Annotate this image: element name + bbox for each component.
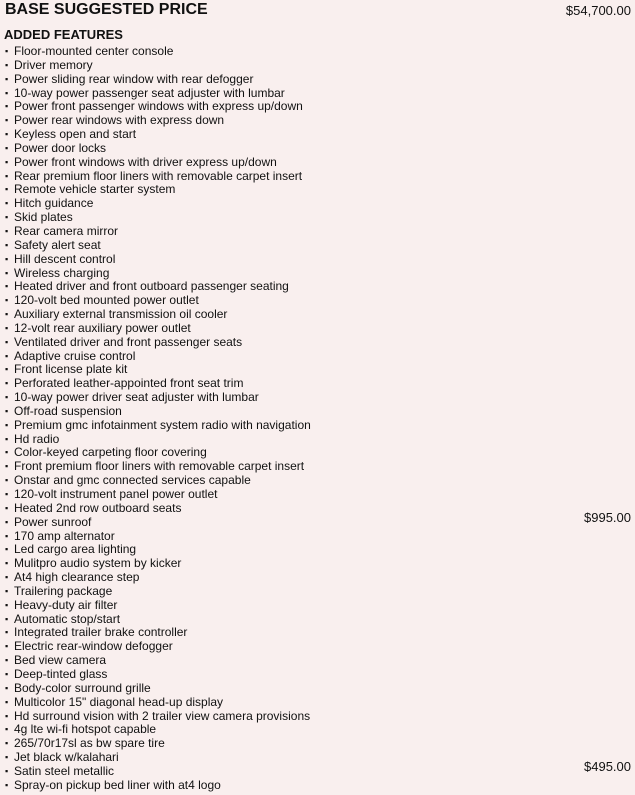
- bullet-icon: ▪: [5, 765, 9, 776]
- feature-item: [5, 363, 631, 377]
- feature-item: [5, 613, 631, 627]
- feature-item: [5, 599, 631, 613]
- bullet-icon: ▪: [5, 641, 9, 652]
- bullet-icon: ▪: [5, 682, 9, 693]
- feature-label: Hill descent control: [14, 251, 116, 266]
- feature-item: [5, 758, 631, 779]
- feature-label: Spray-on pickup bed liner with at4 logo: [14, 777, 221, 792]
- feature-label: Electric rear-window defogger: [14, 639, 173, 654]
- feature-price: $995.00: [584, 509, 631, 525]
- feature-label: Jet black w/kalahari: [14, 750, 119, 765]
- feature-item: [5, 530, 631, 544]
- feature-label: Remote vehicle starter system: [14, 182, 176, 197]
- feature-item: [5, 87, 631, 101]
- feature-label: Satin steel metallic: [14, 763, 115, 778]
- bullet-icon: ▪: [5, 142, 9, 153]
- feature-label: Bed view camera: [14, 653, 107, 668]
- bullet-icon: ▪: [5, 696, 9, 707]
- feature-item: [5, 197, 631, 211]
- bullet-icon: ▪: [5, 502, 9, 513]
- added-features-title: ADDED FEATURES: [4, 27, 123, 42]
- feature-label: Ventilated driver and front passenger seats: [14, 334, 243, 349]
- bullet-icon: ▪: [5, 212, 9, 223]
- feature-label: 10-way power driver seat adjuster with lumbar: [14, 390, 259, 405]
- bullet-icon: ▪: [5, 309, 9, 320]
- feature-label: Power sunroof: [14, 514, 92, 529]
- feature-item: [5, 543, 631, 557]
- feature-label: Heated driver and front outboard passenger seating: [14, 279, 289, 294]
- feature-label: 170 amp alternator: [14, 528, 115, 543]
- feature-item: [5, 640, 631, 654]
- feature-item: [5, 751, 631, 765]
- bullet-icon: ▪: [5, 724, 9, 735]
- feature-label: Power sliding rear window with rear defogger: [14, 71, 254, 86]
- bullet-icon: ▪: [5, 156, 9, 167]
- bullet-icon: ▪: [5, 46, 9, 56]
- feature-item: [5, 460, 631, 474]
- feature-label: Power door locks: [14, 140, 107, 155]
- feature-item: [5, 211, 631, 225]
- feature-label: 10-way power passenger seat adjuster with lumbar: [14, 85, 285, 100]
- feature-label: Hitch guidance: [14, 196, 94, 211]
- feature-item: [5, 571, 631, 585]
- base-price-value: $54,700.00: [565, 2, 631, 18]
- feature-item: [5, 45, 631, 59]
- feature-item: [5, 737, 631, 751]
- feature-item: [5, 585, 631, 599]
- bullet-icon: ▪: [5, 101, 9, 112]
- feature-item: [5, 668, 631, 682]
- feature-item: [5, 557, 631, 571]
- feature-item: [5, 488, 631, 502]
- feature-label: 120-volt instrument panel power outlet: [14, 487, 218, 501]
- feature-item: [5, 322, 631, 336]
- bullet-icon: ▪: [5, 239, 9, 250]
- feature-item: [5, 723, 631, 737]
- feature-item: [5, 225, 631, 239]
- bullet-icon: ▪: [5, 655, 9, 666]
- feature-item: [5, 350, 631, 364]
- feature-label: Heated 2nd row outboard seats: [14, 500, 182, 515]
- bullet-icon: ▪: [5, 170, 9, 181]
- bullet-icon: ▪: [5, 350, 9, 361]
- feature-label: Mulitpro audio system by kicker: [14, 556, 182, 571]
- feature-item: [5, 377, 631, 391]
- bullet-icon: ▪: [5, 378, 9, 389]
- feature-label: Off-road suspension: [14, 403, 122, 418]
- feature-item: [5, 183, 631, 197]
- bullet-icon: ▪: [5, 530, 9, 541]
- feature-label: Wireless charging: [14, 265, 110, 280]
- feature-label: 265/70r17sl as bw spare tire: [14, 736, 165, 751]
- feature-item: [5, 267, 631, 281]
- bullet-icon: ▪: [5, 115, 9, 126]
- feature-label: Keyless open and start: [14, 127, 137, 142]
- feature-label: Front license plate kit: [14, 362, 128, 377]
- bullet-icon: ▪: [5, 558, 9, 569]
- feature-label: Trailering package: [14, 583, 113, 598]
- base-price-title: BASE SUGGESTED PRICE: [5, 1, 208, 18]
- bullet-icon: ▪: [5, 738, 9, 749]
- bullet-icon: ▪: [5, 253, 9, 264]
- bullet-icon: ▪: [5, 668, 9, 679]
- feature-item: [5, 419, 631, 433]
- feature-label: 120-volt bed mounted power outlet: [14, 293, 199, 308]
- feature-item: [5, 114, 631, 128]
- bullet-icon: ▪: [5, 627, 9, 638]
- feature-label: 4g lte wi-fi hotspot capable: [14, 722, 157, 737]
- feature-item: [5, 170, 631, 184]
- feature-label: Color-keyed carpeting floor covering: [14, 445, 207, 460]
- feature-label: Safety alert seat: [14, 237, 101, 252]
- bullet-icon: ▪: [5, 489, 9, 499]
- bullet-icon: ▪: [5, 225, 9, 236]
- bullet-icon: ▪: [5, 184, 9, 195]
- bullet-icon: ▪: [5, 572, 9, 583]
- feature-label: Premium gmc infotainment system radio with navigation: [14, 417, 311, 432]
- feature-price: $495.00: [584, 758, 631, 774]
- feature-label: Body-color surround grille: [14, 680, 151, 695]
- feature-label: Heavy-duty air filter: [14, 597, 118, 612]
- feature-item: [5, 502, 631, 516]
- feature-item: [5, 100, 631, 114]
- feature-item: [5, 433, 631, 447]
- bullet-icon: ▪: [5, 516, 9, 527]
- feature-item: [5, 696, 631, 710]
- bullet-icon: ▪: [5, 295, 9, 306]
- bullet-icon: ▪: [5, 267, 9, 278]
- feature-item: [5, 446, 631, 460]
- feature-item: [5, 654, 631, 668]
- feature-label: Auxiliary external transmission oil cooler: [14, 307, 228, 322]
- feature-item: [5, 779, 631, 793]
- feature-label: Multicolor 15" diagonal head-up display: [14, 694, 224, 709]
- feature-label: Skid plates: [14, 210, 73, 225]
- feature-item: [5, 336, 631, 350]
- feature-item: [5, 710, 631, 724]
- bullet-icon: ▪: [5, 433, 9, 444]
- feature-item: [5, 156, 631, 170]
- feature-label: Deep-tinted glass: [14, 666, 108, 681]
- feature-label: Driver memory: [14, 57, 93, 72]
- feature-item: [5, 253, 631, 267]
- feature-label: Automatic stop/start: [14, 611, 121, 626]
- bullet-icon: ▪: [5, 613, 9, 624]
- bullet-icon: ▪: [5, 73, 9, 84]
- bullet-icon: ▪: [5, 752, 9, 763]
- feature-item: [5, 239, 631, 253]
- bullet-icon: ▪: [5, 599, 9, 610]
- bullet-icon: ▪: [5, 544, 9, 555]
- bullet-icon: ▪: [5, 198, 9, 209]
- bullet-icon: ▪: [5, 322, 9, 333]
- feature-item: [5, 509, 631, 530]
- bullet-icon: ▪: [5, 336, 9, 347]
- feature-label: Onstar and gmc connected services capable: [14, 473, 251, 488]
- feature-label: Power front passenger windows with express up/down: [14, 99, 303, 114]
- feature-label: Hd surround vision with 2 trailer view camera provisions: [14, 708, 311, 723]
- feature-label: Rear premium floor liners with removable carpet insert: [14, 168, 303, 183]
- feature-label: Power front windows with driver express up/down: [14, 154, 277, 169]
- feature-label: Hd radio: [14, 431, 60, 446]
- feature-item: [5, 405, 631, 419]
- feature-item: [5, 59, 631, 73]
- feature-item: [5, 280, 631, 294]
- bullet-icon: ▪: [5, 405, 9, 416]
- feature-item: [5, 73, 631, 87]
- bullet-icon: ▪: [5, 779, 9, 790]
- feature-label: Power rear windows with express down: [14, 113, 225, 128]
- feature-item: [5, 308, 631, 322]
- feature-label: Integrated trailer brake controller: [14, 625, 188, 640]
- feature-item: [5, 626, 631, 640]
- feature-label: At4 high clearance step: [14, 570, 140, 585]
- feature-item: [5, 294, 631, 308]
- bullet-icon: ▪: [5, 419, 9, 430]
- feature-label: Perforated leather-appointed front seat trim: [14, 376, 244, 391]
- feature-item: [5, 142, 631, 156]
- feature-label: Led cargo area lighting: [14, 542, 137, 557]
- feature-item: [5, 391, 631, 405]
- bullet-icon: ▪: [5, 59, 9, 70]
- bullet-icon: ▪: [5, 461, 9, 472]
- bullet-icon: ▪: [5, 87, 9, 98]
- feature-label: Front premium floor liners with removable carpet insert: [14, 459, 305, 474]
- bullet-icon: ▪: [5, 281, 9, 292]
- bullet-icon: ▪: [5, 710, 9, 721]
- feature-label: 12-volt rear auxiliary power outlet: [14, 320, 191, 335]
- features-list: [5, 45, 631, 793]
- bullet-icon: ▪: [5, 585, 9, 596]
- feature-item: [5, 682, 631, 696]
- bullet-icon: ▪: [5, 475, 9, 486]
- bullet-icon: ▪: [5, 129, 9, 140]
- bullet-icon: ▪: [5, 364, 9, 375]
- feature-item: [5, 128, 631, 142]
- price-header: [5, 0, 631, 20]
- feature-label: Adaptive cruise control: [14, 348, 136, 363]
- feature-item: [5, 474, 631, 488]
- feature-label: Floor-mounted center console: [14, 44, 174, 58]
- bullet-icon: ▪: [5, 447, 9, 458]
- feature-label: Rear camera mirror: [14, 223, 119, 238]
- bullet-icon: ▪: [5, 392, 9, 403]
